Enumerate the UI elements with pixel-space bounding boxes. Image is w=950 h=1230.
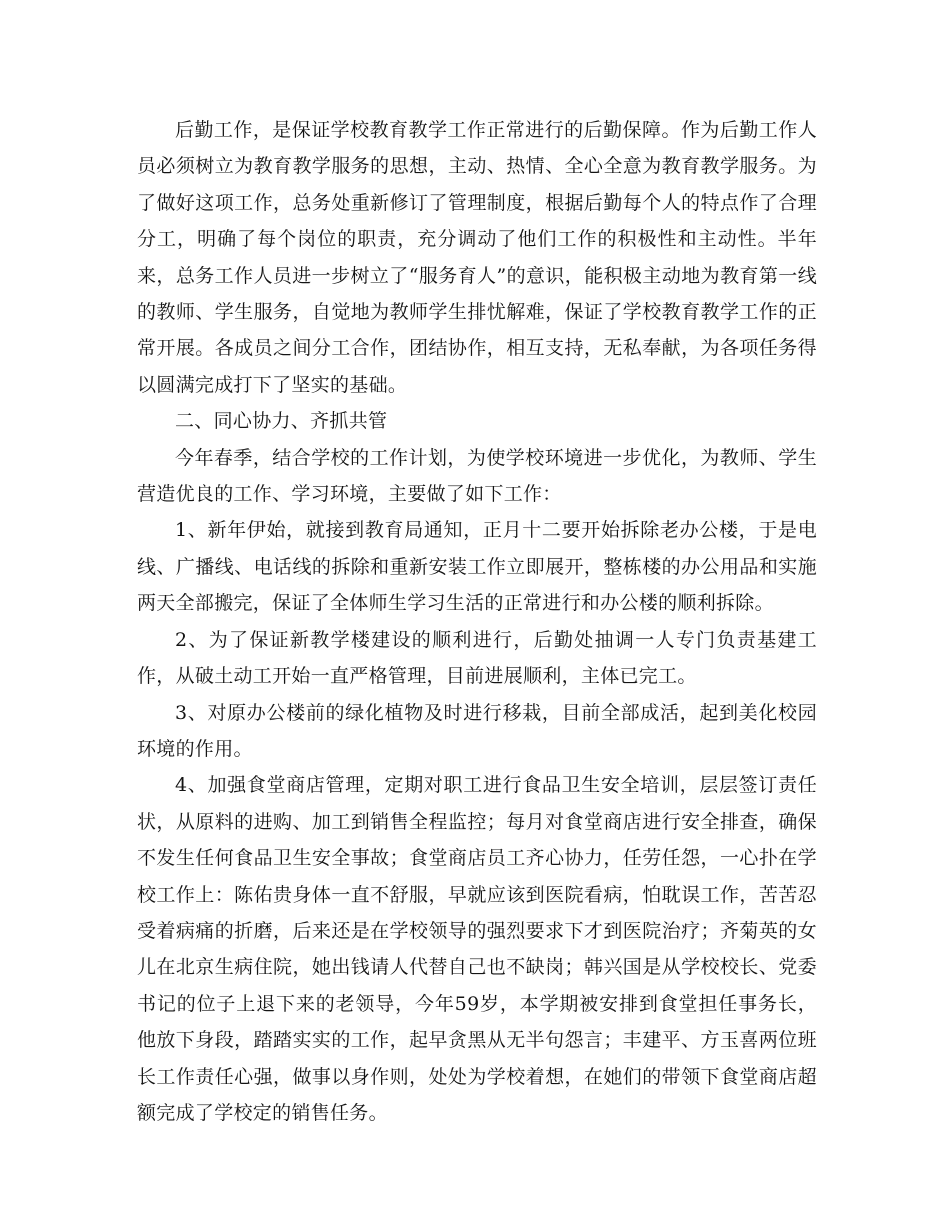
section-heading-2: 二、同心协力、齐抓共管 xyxy=(175,410,388,433)
paragraph-item-1: 1、新年伊始，就接到教育局通知，正月十二要开始拆除老办公楼，于是电线、广播线、电话线的拆除和重新安装工作立即展开，整栋楼的办公用品和实施两天全部搬完，保证了全体师生学习生活的正常进行和办公楼的顺利拆除。 xyxy=(137,519,817,615)
document-body xyxy=(137,112,817,1131)
paragraph-item-3: 3、对原办公楼前的绿化植物及时进行移栽，目前全部成活，起到美化校园环境的作用。 xyxy=(137,701,817,760)
paragraph-item-4: 4、加强食堂商店管理，定期对职工进行食品卫生安全培训，层层签订责任状，从原料的进购、加工到销售全程监控；每月对食堂商店进行安全排查，确保不发生任何食品卫生安全事故；食堂商店员工齐心协力，任劳任怨，一心扑在学校工作上：陈佑贵身体一直不舒服，早就应该到医院看病，怕耽误工作，苦苦忍受着病痛的折磨，后来还是在学校领导的强烈要求下才到医院治疗；齐菊英的女儿在北京生病住院，她出钱请人代替自己也不缺岗；韩兴国是从学校校长、党委书记的位子上退下来的老领导，今年59岁，本学期被安排到食堂担任事务长，他放下身段，踏踏实实的工作，起早贪黑从无半句怨言；丰建平、方玉喜两位班长工作责任心强，做事以身作则，处处为学校着想，在她们的带领下食堂商店超额完成了学校定的销售任务。 xyxy=(137,774,817,1124)
paragraph-spring-work: 今年春季，结合学校的工作计划，为使学校环境进一步优化，为教师、学生营造优良的工作、学习环境，主要做了如下工作： xyxy=(137,446,817,506)
paragraph-item-2: 2、为了保证新教学楼建设的顺利进行，后勤处抽调一人专门负责基建工作，从破土动工开始一直严格管理，目前进展顺利，主体已完工。 xyxy=(137,628,817,688)
paragraph-logistics-intro: 后勤工作，是保证学校教育教学工作正常进行的后勤保障。作为后勤工作人员必须树立为教育教学服务的思想，主动、热情、全心全意为教育教学服务。为了做好这项工作，总务处重新修订了管理制度，根据后勤每个人的特点作了合理分工，明确了每个岗位的职责，充分调动了他们工作的积极性和主动性。半年来，总务工作人员进一步树立了“服务育人”的意识，能积极主动地为教育第一线的教师、学生服务，自觉地为教师学生排忧解难，保证了学校教育教学工作的正常开展。各成员之间分工合作，团结协作，相互支持，无私奉献，为各项任务得以圆满完成打下了坚实的基础。 xyxy=(137,119,817,396)
